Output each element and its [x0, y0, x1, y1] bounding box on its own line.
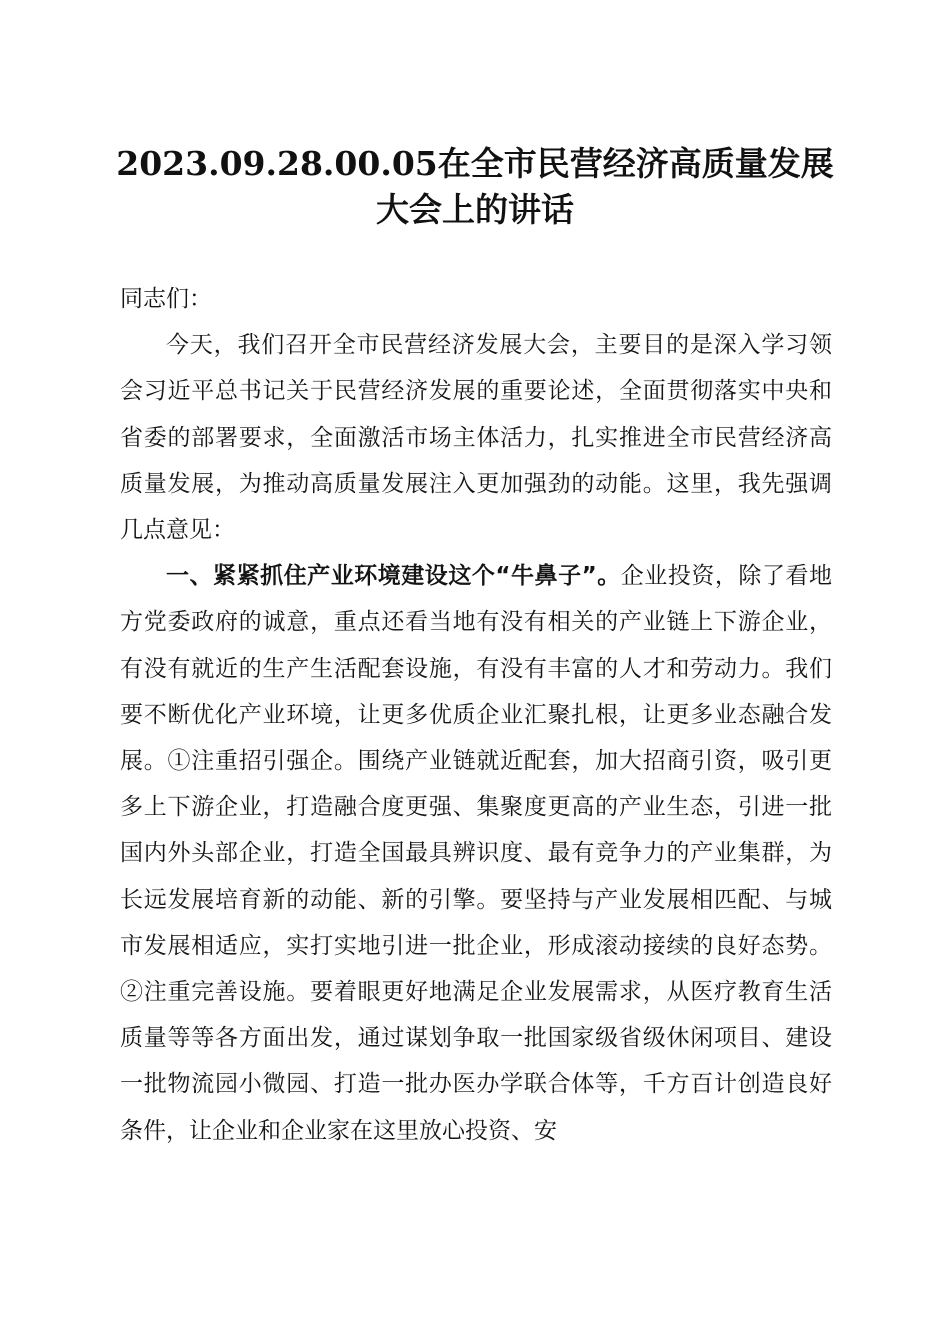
section-1-heading: 一、紧紧抓住产业环境建设这个“牛鼻子”。 [166, 563, 621, 590]
salutation: 同志们： [120, 286, 212, 312]
section-1-paragraph [120, 553, 832, 1154]
document-title-line-1: 2023.09.28.00.05在全市民营经济高质量发展 [116, 144, 834, 183]
document-body [120, 276, 832, 1154]
section-1-text: 企业投资，除了看地方党委政府的诚意，重点还看当地有没有相关的产业链上下游企业，有没有就近的生产生活配套设施，有没有丰富的人才和劳动力。我们要不断优化产业环境，让更多优质企业汇聚扎根，让更多业态融合发展。①注重招引强企。围绕产业链就近配套，加大招商引资，吸引更多上下游企业，打造融合度更强、集聚度更高的产业生态，引进一批国内外头部企业，打造全国最具辨识度、最有竞争力的产业集群，为长远发展培育新的动能、新的引擎。要坚持与产业发展相匹配、与城市发展相适应，实打实地引进一批企业，形成滚动接续的良好态势。②注重完善设施。要着眼更好地满足企业发展需求，从医疗教育生活质量等等各方面出发，通过谋划争取一批国家级省级休闲项目、建设一批物流园小微园、打造一批办医办学联合体等，千方百计创造良好条件，让企业和企业家在这里放心投资、安 [120, 563, 832, 1144]
opening-paragraph: 今天，我们召开全市民营经济发展大会，主要目的是深入学习领会习近平总书记关于民营经济发展的重要论述，全面贯彻落实中央和省委的部署要求，全面激活市场主体活力，扎实推进全市民营经济高质量发展，为推动高质量发展注入更加强劲的动能。这里，我先强调几点意见： [120, 332, 832, 544]
document-title-line-2: 大会上的讲话 [376, 190, 574, 229]
